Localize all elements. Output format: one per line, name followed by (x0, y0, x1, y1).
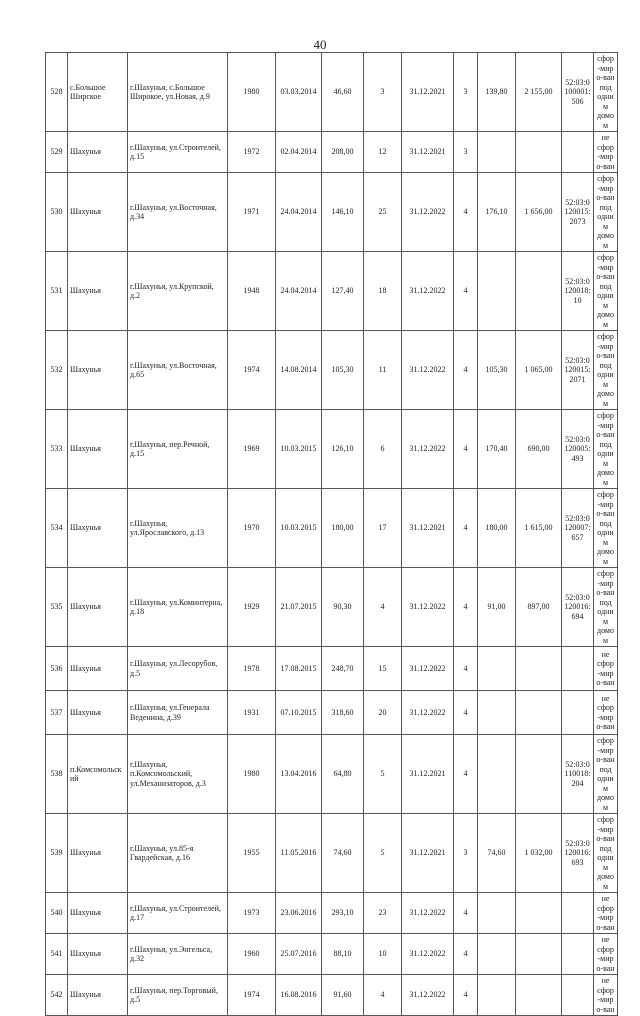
area-cell: 46,60 (322, 53, 364, 132)
address-cell: г.Шахунья, ул.Коминтерна, д.18 (128, 568, 228, 647)
locality-cell: Шахунья (68, 893, 128, 934)
land-status-cell: не сфор-миро-ван (594, 647, 618, 691)
year-cell: 1974 (228, 975, 276, 1016)
address-cell: г.Шахунья, ул.Строителей, д.17 (128, 893, 228, 934)
land-area-cell: 74,60 (478, 814, 516, 893)
residents-cell: 5 (364, 735, 402, 814)
area-cell: 90,30 (322, 568, 364, 647)
stage-cell: 4 (454, 735, 478, 814)
residents-cell: 17 (364, 489, 402, 568)
area-cell: 293,10 (322, 893, 364, 934)
year-cell: 1948 (228, 252, 276, 331)
land-status-cell: не сфор-миро-ван (594, 691, 618, 735)
land-area-cell (478, 132, 516, 173)
land-area-cell (478, 893, 516, 934)
stage-cell: 4 (454, 647, 478, 691)
deadline-cell: 31.12.2021 (402, 132, 454, 173)
row-number: 539 (46, 814, 68, 893)
locality-cell: Шахунья (68, 975, 128, 1016)
land-area-cell: 180,00 (478, 489, 516, 568)
residents-cell: 25 (364, 173, 402, 252)
cadastral-number-cell: 52:03:0120016:693 (562, 814, 594, 893)
table-row (46, 489, 618, 568)
row-number: 530 (46, 173, 68, 252)
stage-cell: 4 (454, 331, 478, 410)
area-cell: 248,70 (322, 647, 364, 691)
locality-cell: Шахунья (68, 814, 128, 893)
cadastral-number-cell (562, 691, 594, 735)
residents-cell: 5 (364, 814, 402, 893)
stage-cell: 3 (454, 53, 478, 132)
deadline-cell: 31.12.2022 (402, 173, 454, 252)
land-area-cell (478, 252, 516, 331)
land-status-cell: сфор-миро-ван под одним домом (594, 173, 618, 252)
area-cell: 105,30 (322, 331, 364, 410)
land-status-cell: сфор-миро-ван под одним домом (594, 53, 618, 132)
page-number: 40 (313, 37, 327, 52)
table-row (46, 934, 618, 975)
locality-cell: Шахунья (68, 489, 128, 568)
deadline-cell: 31.12.2021 (402, 53, 454, 132)
row-number: 538 (46, 735, 68, 814)
cadastral-number-cell: 52:03:0100001:506 (562, 53, 594, 132)
stage-cell: 4 (454, 691, 478, 735)
locality-cell: Шахунья (68, 568, 128, 647)
deadline-cell: 31.12.2022 (402, 331, 454, 410)
area-cell: 180,00 (322, 489, 364, 568)
cadastral-number-cell: 52:03:0110018:204 (562, 735, 594, 814)
land-status-cell: сфор-миро-ван под одним домом (594, 814, 618, 893)
cost-cell (516, 975, 562, 1016)
year-cell: 1972 (228, 132, 276, 173)
land-area-cell: 170,40 (478, 410, 516, 489)
year-cell: 1971 (228, 173, 276, 252)
cadastral-number-cell: 52:03:0120015:2073 (562, 173, 594, 252)
land-status-cell: сфор-миро-ван под одним домом (594, 410, 618, 489)
year-cell: 1970 (228, 489, 276, 568)
address-cell: г.Шахунья, ул.Строителей, д.15 (128, 132, 228, 173)
date-cell: 21.07.2015 (276, 568, 322, 647)
locality-cell: Шахунья (68, 331, 128, 410)
land-status-cell: сфор-миро-ван под одним домом (594, 252, 618, 331)
date-cell: 03.03.2014 (276, 53, 322, 132)
locality-cell: с.Большое Ширское (68, 53, 128, 132)
table-row (46, 173, 618, 252)
residents-cell: 10 (364, 934, 402, 975)
deadline-cell: 31.12.2022 (402, 934, 454, 975)
year-cell: 1980 (228, 53, 276, 132)
locality-cell: п.Комсомольский (68, 735, 128, 814)
date-cell: 14.08.2014 (276, 331, 322, 410)
deadline-cell: 31.12.2021 (402, 814, 454, 893)
cadastral-number-cell (562, 647, 594, 691)
area-cell: 91,60 (322, 975, 364, 1016)
cost-cell (516, 691, 562, 735)
cadastral-number-cell: 52:03:0120015:2071 (562, 331, 594, 410)
area-cell: 318,60 (322, 691, 364, 735)
table-row (46, 331, 618, 410)
land-area-cell (478, 934, 516, 975)
year-cell: 1978 (228, 647, 276, 691)
land-status-cell: не сфор-миро-ван (594, 893, 618, 934)
row-number: 535 (46, 568, 68, 647)
row-number: 537 (46, 691, 68, 735)
cost-cell: 1 615,00 (516, 489, 562, 568)
year-cell: 1929 (228, 568, 276, 647)
year-cell: 1974 (228, 331, 276, 410)
residents-cell: 4 (364, 975, 402, 1016)
cadastral-number-cell: 52:03:0120005:493 (562, 410, 594, 489)
stage-cell: 3 (454, 814, 478, 893)
table-row (46, 893, 618, 934)
date-cell: 16.08.2016 (276, 975, 322, 1016)
table-row (46, 735, 618, 814)
area-cell: 126,10 (322, 410, 364, 489)
cost-cell (516, 252, 562, 331)
deadline-cell: 31.12.2022 (402, 568, 454, 647)
land-area-cell: 91,00 (478, 568, 516, 647)
residents-cell: 18 (364, 252, 402, 331)
cadastral-number-cell (562, 893, 594, 934)
date-cell: 11.05.2016 (276, 814, 322, 893)
locality-cell: Шахунья (68, 934, 128, 975)
row-number: 528 (46, 53, 68, 132)
residents-cell: 15 (364, 647, 402, 691)
row-number: 532 (46, 331, 68, 410)
housing-registry-table (45, 52, 618, 1016)
locality-cell: Шахунья (68, 410, 128, 489)
locality-cell: Шахунья (68, 691, 128, 735)
address-cell: г.Шахунья, ул.Генерала Веденина, д.39 (128, 691, 228, 735)
row-number: 529 (46, 132, 68, 173)
deadline-cell: 31.12.2021 (402, 489, 454, 568)
area-cell: 208,00 (322, 132, 364, 173)
row-number: 534 (46, 489, 68, 568)
stage-cell: 4 (454, 252, 478, 331)
cost-cell: 690,00 (516, 410, 562, 489)
cost-cell (516, 893, 562, 934)
cadastral-number-cell (562, 132, 594, 173)
land-status-cell: сфор-миро-ван под одним домом (594, 735, 618, 814)
date-cell: 24.04.2014 (276, 173, 322, 252)
stage-cell: 4 (454, 489, 478, 568)
stage-cell: 3 (454, 132, 478, 173)
land-status-cell: сфор-миро-ван под одним домом (594, 568, 618, 647)
residents-cell: 3 (364, 53, 402, 132)
locality-cell: Шахунья (68, 252, 128, 331)
cost-cell (516, 934, 562, 975)
area-cell: 127,40 (322, 252, 364, 331)
row-number: 531 (46, 252, 68, 331)
stage-cell: 4 (454, 568, 478, 647)
table-row (46, 410, 618, 489)
stage-cell: 4 (454, 410, 478, 489)
year-cell: 1980 (228, 735, 276, 814)
row-number: 533 (46, 410, 68, 489)
cadastral-number-cell: 52:03:0120007:657 (562, 489, 594, 568)
address-cell: г.Шахунья, ул.Ярославского, д.13 (128, 489, 228, 568)
land-status-cell: сфор-миро-ван под одним домом (594, 489, 618, 568)
land-status-cell: не сфор-миро-ван (594, 975, 618, 1016)
deadline-cell: 31.12.2022 (402, 975, 454, 1016)
cost-cell (516, 647, 562, 691)
date-cell: 17.08.2015 (276, 647, 322, 691)
date-cell: 10.03.2015 (276, 410, 322, 489)
date-cell: 23.06.2016 (276, 893, 322, 934)
residents-cell: 12 (364, 132, 402, 173)
cost-cell (516, 132, 562, 173)
locality-cell: Шахунья (68, 173, 128, 252)
area-cell: 74,60 (322, 814, 364, 893)
table-row (46, 132, 618, 173)
area-cell: 64,80 (322, 735, 364, 814)
stage-cell: 4 (454, 893, 478, 934)
deadline-cell: 31.12.2022 (402, 893, 454, 934)
residents-cell: 11 (364, 331, 402, 410)
deadline-cell: 31.12.2022 (402, 252, 454, 331)
area-cell: 88,10 (322, 934, 364, 975)
address-cell: г.Шахунья, пер.Торговый, д.5 (128, 975, 228, 1016)
cost-cell: 2 155,00 (516, 53, 562, 132)
table-row (46, 252, 618, 331)
table-row (46, 814, 618, 893)
deadline-cell: 31.12.2022 (402, 647, 454, 691)
land-area-cell: 176,10 (478, 173, 516, 252)
date-cell: 10.03.2015 (276, 489, 322, 568)
year-cell: 1960 (228, 934, 276, 975)
locality-cell: Шахунья (68, 647, 128, 691)
cost-cell: 897,00 (516, 568, 562, 647)
cost-cell: 1 065,00 (516, 331, 562, 410)
land-area-cell (478, 647, 516, 691)
year-cell: 1955 (228, 814, 276, 893)
address-cell: г.Шахунья, п.Комсомольский, ул.Механизаторов, д.3 (128, 735, 228, 814)
deadline-cell: 31.12.2021 (402, 735, 454, 814)
date-cell: 07.10.2015 (276, 691, 322, 735)
date-cell: 02.04.2014 (276, 132, 322, 173)
land-area-cell (478, 975, 516, 1016)
stage-cell: 4 (454, 173, 478, 252)
address-cell: г.Шахунья, ул.Восточная, д.34 (128, 173, 228, 252)
cost-cell (516, 735, 562, 814)
row-number: 542 (46, 975, 68, 1016)
table-row (46, 975, 618, 1016)
table-row (46, 568, 618, 647)
table-row (46, 647, 618, 691)
table-row (46, 691, 618, 735)
cost-cell: 1 656,00 (516, 173, 562, 252)
cost-cell: 1 032,00 (516, 814, 562, 893)
row-number: 541 (46, 934, 68, 975)
stage-cell: 4 (454, 975, 478, 1016)
cadastral-number-cell (562, 975, 594, 1016)
area-cell: 146,10 (322, 173, 364, 252)
address-cell: г.Шахунья, пер.Речной, д.15 (128, 410, 228, 489)
address-cell: г.Шахунья, ул.Крупской, д.2 (128, 252, 228, 331)
row-number: 536 (46, 647, 68, 691)
land-area-cell (478, 691, 516, 735)
cadastral-number-cell: 52:03:0120018:10 (562, 252, 594, 331)
land-status-cell: не сфор-миро-ван (594, 132, 618, 173)
row-number: 540 (46, 893, 68, 934)
residents-cell: 23 (364, 893, 402, 934)
year-cell: 1931 (228, 691, 276, 735)
land-status-cell: сфор-миро-ван под одним домом (594, 331, 618, 410)
address-cell: г.Шахунья, ул.Восточная, д.65 (128, 331, 228, 410)
cadastral-number-cell: 52:03:0120016:694 (562, 568, 594, 647)
address-cell: г.Шахунья, ул.Лесорубов, д.5 (128, 647, 228, 691)
address-cell: г.Шахунья, ул.85-я Гвардейская, д.16 (128, 814, 228, 893)
table-row (46, 53, 618, 132)
date-cell: 25.07.2016 (276, 934, 322, 975)
stage-cell: 4 (454, 934, 478, 975)
land-status-cell: не сфор-миро-ван (594, 934, 618, 975)
date-cell: 24.04.2014 (276, 252, 322, 331)
residents-cell: 20 (364, 691, 402, 735)
locality-cell: Шахунья (68, 132, 128, 173)
address-cell: г.Шахунья, ул.Энгельса, д.32 (128, 934, 228, 975)
deadline-cell: 31.12.2022 (402, 691, 454, 735)
residents-cell: 4 (364, 568, 402, 647)
year-cell: 1969 (228, 410, 276, 489)
land-area-cell: 139,80 (478, 53, 516, 132)
deadline-cell: 31.12.2022 (402, 410, 454, 489)
cadastral-number-cell (562, 934, 594, 975)
date-cell: 13.04.2016 (276, 735, 322, 814)
land-area-cell (478, 735, 516, 814)
address-cell: г.Шахунья, с.Большое Широкое, ул.Новая, д.9 (128, 53, 228, 132)
year-cell: 1973 (228, 893, 276, 934)
residents-cell: 6 (364, 410, 402, 489)
land-area-cell: 105,30 (478, 331, 516, 410)
